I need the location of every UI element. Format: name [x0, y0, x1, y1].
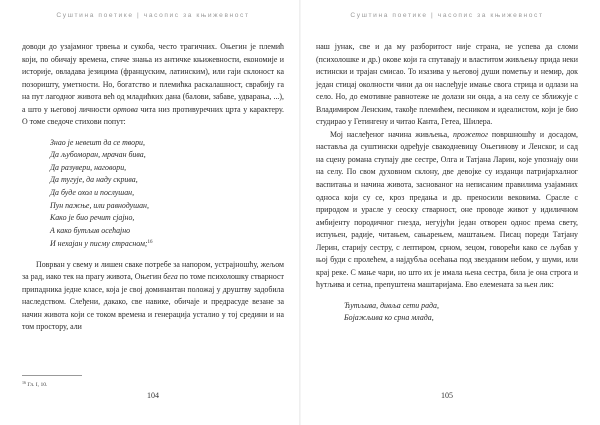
footnote	[22, 380, 47, 388]
paragraph: наш јунак, све и да му разборитост није страна, не успева да сломи (психолошке и др.) окове који га спутавају и властитом живљењу прида неки истински и трајан смисао. То изазива у његовој души пометњу и немир, док један стицај околности чини да он наслеђује имање свога стрица и одлази на село. Но, до емотивне равнотеже не долази ни онда, а на селу се зближује с Владимиром Ленским, такође племићем, песником и идеалистом, који је био студирао у Гетингену и читао Канта, Гетеа, Шилера.	[316, 42, 578, 127]
italic-term: прожетог	[453, 129, 489, 139]
footnote-reference[interactable]: 16	[147, 240, 153, 246]
verse-line: Пун пажње, или равнодушан,	[50, 200, 149, 210]
running-head: Суштина поетике | часопис за књижевност	[56, 12, 250, 19]
paragraph-text: Мој наслеђеног начина живљења,	[330, 129, 450, 139]
paragraph-text: чита низ противуречних црта у карактеру. О томе сведоче стихови попут:	[22, 104, 284, 127]
right-page	[316, 0, 578, 425]
paragraph-text: доводи до узајамног трвења и сукоба, често трагичних. Оњегин је племић који, по обичају времена, стиче знања из античке књижевности, економије и историје, овладава језицима (француским, латинским), или гаји склоност ка позоришту, уметности. Но, богатство и племићка раскалашност, сврабију га на пут лагодног живота већ од младићких дана (балови, забаве, удварања, ...), а што у његовој личности	[22, 42, 284, 114]
footnote-text: Гл. I, 10.	[27, 382, 48, 388]
verse-line: Да разувери, наговори,	[50, 162, 127, 172]
italic-term: бега	[163, 272, 178, 282]
footnote-rule	[22, 375, 82, 376]
left-body-text	[22, 41, 284, 334]
italic-term: ортова	[113, 104, 138, 114]
paragraph-text: површношћу и досадом, наставља да суштински одређује свакодневицу Оњегинову и Ленског, и сад на сцену романа ступају две сестре, Олга и Татјана Ларин, које упознају они на селу. По свом духовном склону, две девојке су изданци патријархалног васпитања и начина живота, заснованог на неписаним правилима узајамних односа који су се, кроз предања и др. преносили вековима. Срасле с природом и урасле у сеоску стварност, оне проводе живот у идиличном амбијенту породичног гнезда, негујући један отворен однос према свету, испуњен, радије, читањем, сањарењем, маштањем. Писац пореди Татјану Лерин, старију сестру, с лептиром, срном, зецом, говорећи како се љубав у њој буди с пролећем, а најдубља осећања под звезданим небом, у шуми, или крај реке. С мање чари, но што их је имала њена сестра, била је она строга и ћутљива и сетна, препуштена маштаријама. Ево елемената за њен лик:	[316, 129, 578, 290]
page-gutter	[299, 0, 301, 425]
page-number: 105	[441, 391, 453, 400]
verse-line: А како бутљив осећајно	[50, 225, 131, 235]
verse-line-last	[50, 237, 284, 251]
paragraph	[316, 129, 578, 292]
paragraph	[22, 41, 284, 129]
paragraph	[22, 259, 284, 334]
verse-block	[50, 137, 284, 251]
verse-block	[344, 300, 578, 325]
paragraph-text: Поврван у свему и лишен сваке потребе за напором, устрајношћу, жељом за рад, иако тек на прагу живота, Оњегин	[22, 259, 284, 282]
page-number: 104	[147, 391, 159, 400]
verse-line: Да љубоморан, мрачан бива,	[50, 150, 146, 160]
verse-line: Знао је невешт да се твори,	[50, 137, 145, 147]
paragraph-text: по томе психолошку стварност припадника једне класе, која је свој доминантан положај у друштву задобила наследством. Слеђени, дакако, све навике, обичаје и предрасуде везане за начин живота који се током времена и генерација усталио у тој средини и на том простору, али	[22, 272, 284, 332]
verse-line-text: И нехајан у писму страсном;	[50, 239, 148, 249]
left-page	[22, 0, 284, 425]
footnote-number: 16	[22, 380, 26, 385]
verse-line: Бојажљива ко срна млада,	[344, 313, 434, 323]
verse-line: Како је био речит сјајно,	[50, 213, 135, 223]
verse-line: Да буде охол и послушан,	[50, 188, 135, 198]
running-head: Суштина поетике | часопис за књижевност	[350, 12, 544, 19]
verse-line: Да тугује, да наду скрива,	[50, 175, 138, 185]
verse-line: Ћутљива, дивља сети рада,	[344, 300, 439, 310]
right-body-text	[316, 41, 578, 333]
